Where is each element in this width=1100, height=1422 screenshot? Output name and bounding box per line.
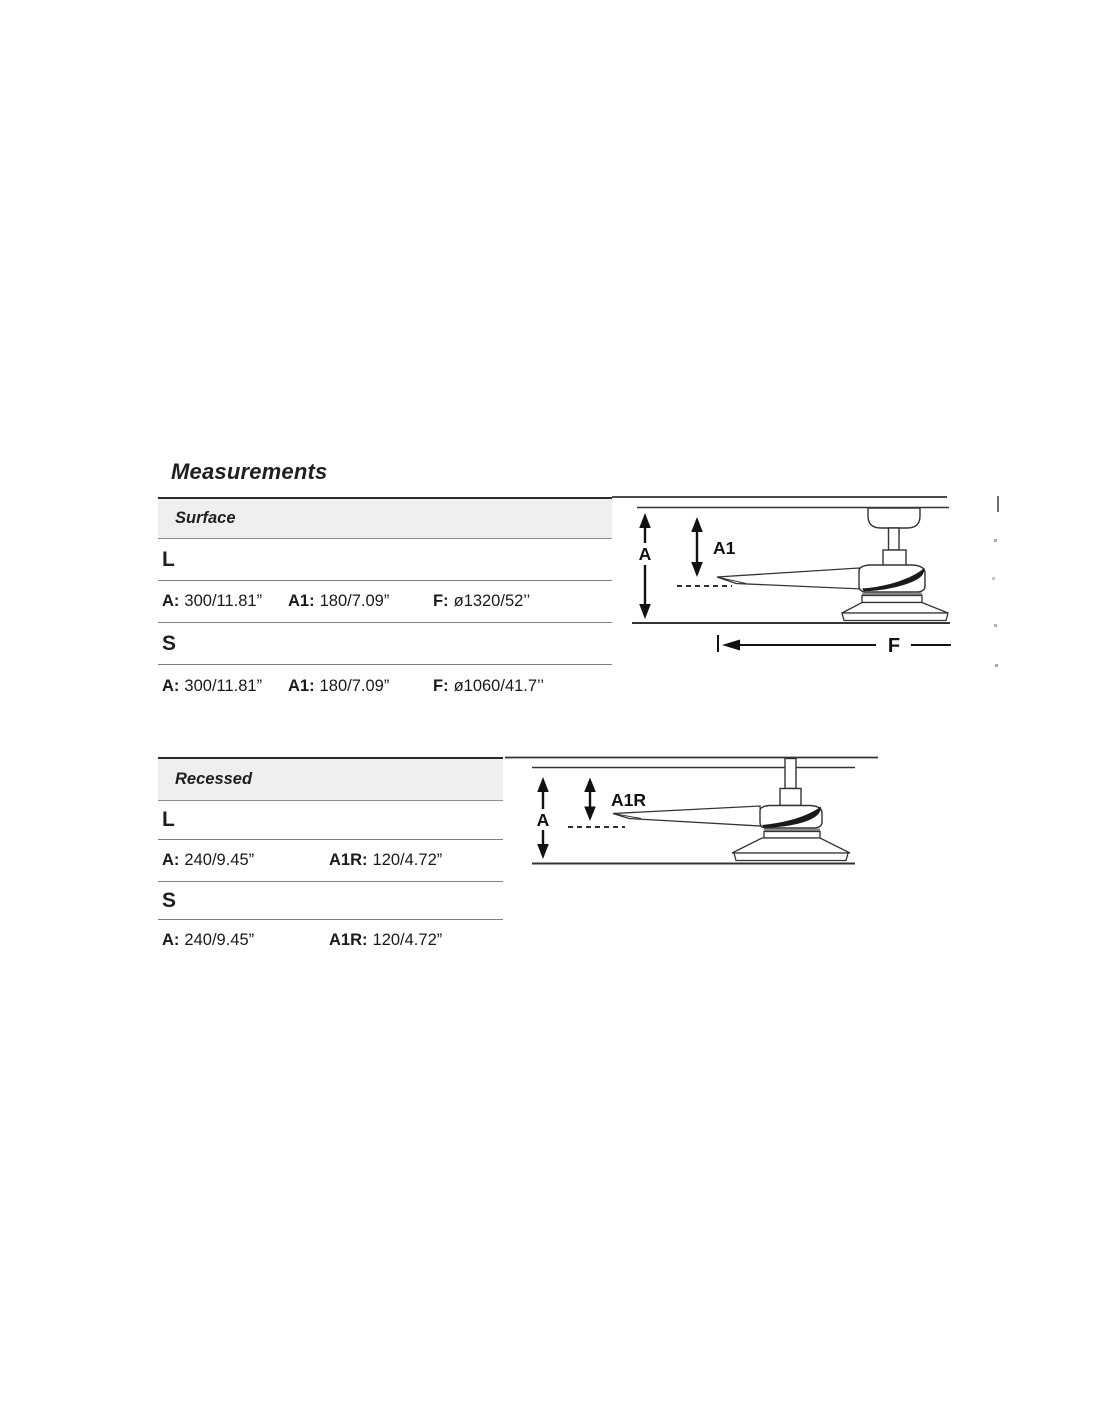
dimension-label-a1r: A1R (611, 790, 647, 810)
fan-blade (717, 568, 862, 589)
surface-size-row-l (158, 539, 612, 581)
diffuser-rim (734, 853, 848, 861)
dimension-arrow-a (634, 513, 656, 619)
arrowhead-down-icon (691, 562, 703, 577)
arrowhead-up-icon (537, 777, 549, 792)
downrod (785, 759, 796, 789)
size-label: L (162, 808, 175, 831)
dimension-arrow-a (532, 777, 554, 859)
downrod (889, 528, 900, 550)
recessed-section-header-label: Recessed (175, 770, 253, 788)
diffuser-cone (842, 603, 948, 614)
recessed-values-row-l (158, 840, 503, 882)
surface-measurements-table (158, 497, 612, 707)
page-title: Measurements (171, 459, 328, 484)
measure-a: A: 240/9.45” (162, 930, 255, 949)
surface-section-header-label: Surface (175, 509, 236, 527)
surface-mount-diagram (610, 488, 1100, 663)
recessed-section-header (158, 759, 503, 801)
measure-a: A: 300/11.81” (162, 592, 263, 610)
dimension-line-f (718, 635, 951, 657)
size-label: L (162, 547, 175, 571)
recessed-size-row-s (158, 882, 503, 920)
arrowhead-down-icon (537, 844, 549, 859)
surface-section-header (158, 499, 612, 539)
dimension-label-f: F (887, 635, 901, 657)
dimension-label-a1: A1 (713, 538, 736, 558)
recessed-values-row-s (158, 920, 503, 960)
downrod-coupler (780, 789, 801, 806)
measure-f: F: ø1060/41.7’’ (433, 676, 545, 695)
surface-values-row-s (158, 665, 612, 707)
arrowhead-down-icon (584, 807, 596, 822)
dimension-label-a: A (536, 810, 550, 830)
arrowhead-up-icon (691, 517, 703, 532)
measure-a: A: 240/9.45” (162, 851, 255, 869)
measure-a1r: A1R: 120/4.72” (329, 930, 443, 949)
downrod-coupler (883, 550, 906, 566)
arrowhead-down-icon (639, 604, 651, 619)
measure-a: A: 300/11.81” (162, 676, 263, 695)
dimension-label-a: A (638, 544, 652, 564)
surface-size-row-s (158, 623, 612, 665)
surface-values-row-l (158, 581, 612, 623)
measure-a1r: A1R: 120/4.72” (329, 851, 443, 869)
dimension-arrow-a1 (691, 517, 735, 577)
arrowhead-left-icon (722, 640, 740, 651)
diffuser-cone (732, 838, 850, 853)
measure-a1: A1: 180/7.09” (288, 592, 390, 610)
arrowhead-up-icon (639, 513, 651, 528)
measure-f: F: ø1320/52’’ (433, 592, 531, 610)
recessed-mount-diagram (505, 752, 890, 870)
ceiling-fan-recessed (613, 759, 850, 861)
recessed-measurements-table (158, 757, 503, 960)
size-label: S (162, 888, 177, 912)
arrowhead-up-icon (584, 778, 596, 793)
size-label: S (162, 631, 177, 655)
diffuser-rim (842, 613, 948, 621)
canopy (868, 508, 920, 528)
recessed-size-row-l (158, 801, 503, 840)
measure-a1: A1: 180/7.09” (288, 676, 390, 695)
light-cylinder (764, 832, 820, 839)
light-cylinder (862, 596, 922, 603)
ceiling-fan-surface (717, 508, 948, 621)
